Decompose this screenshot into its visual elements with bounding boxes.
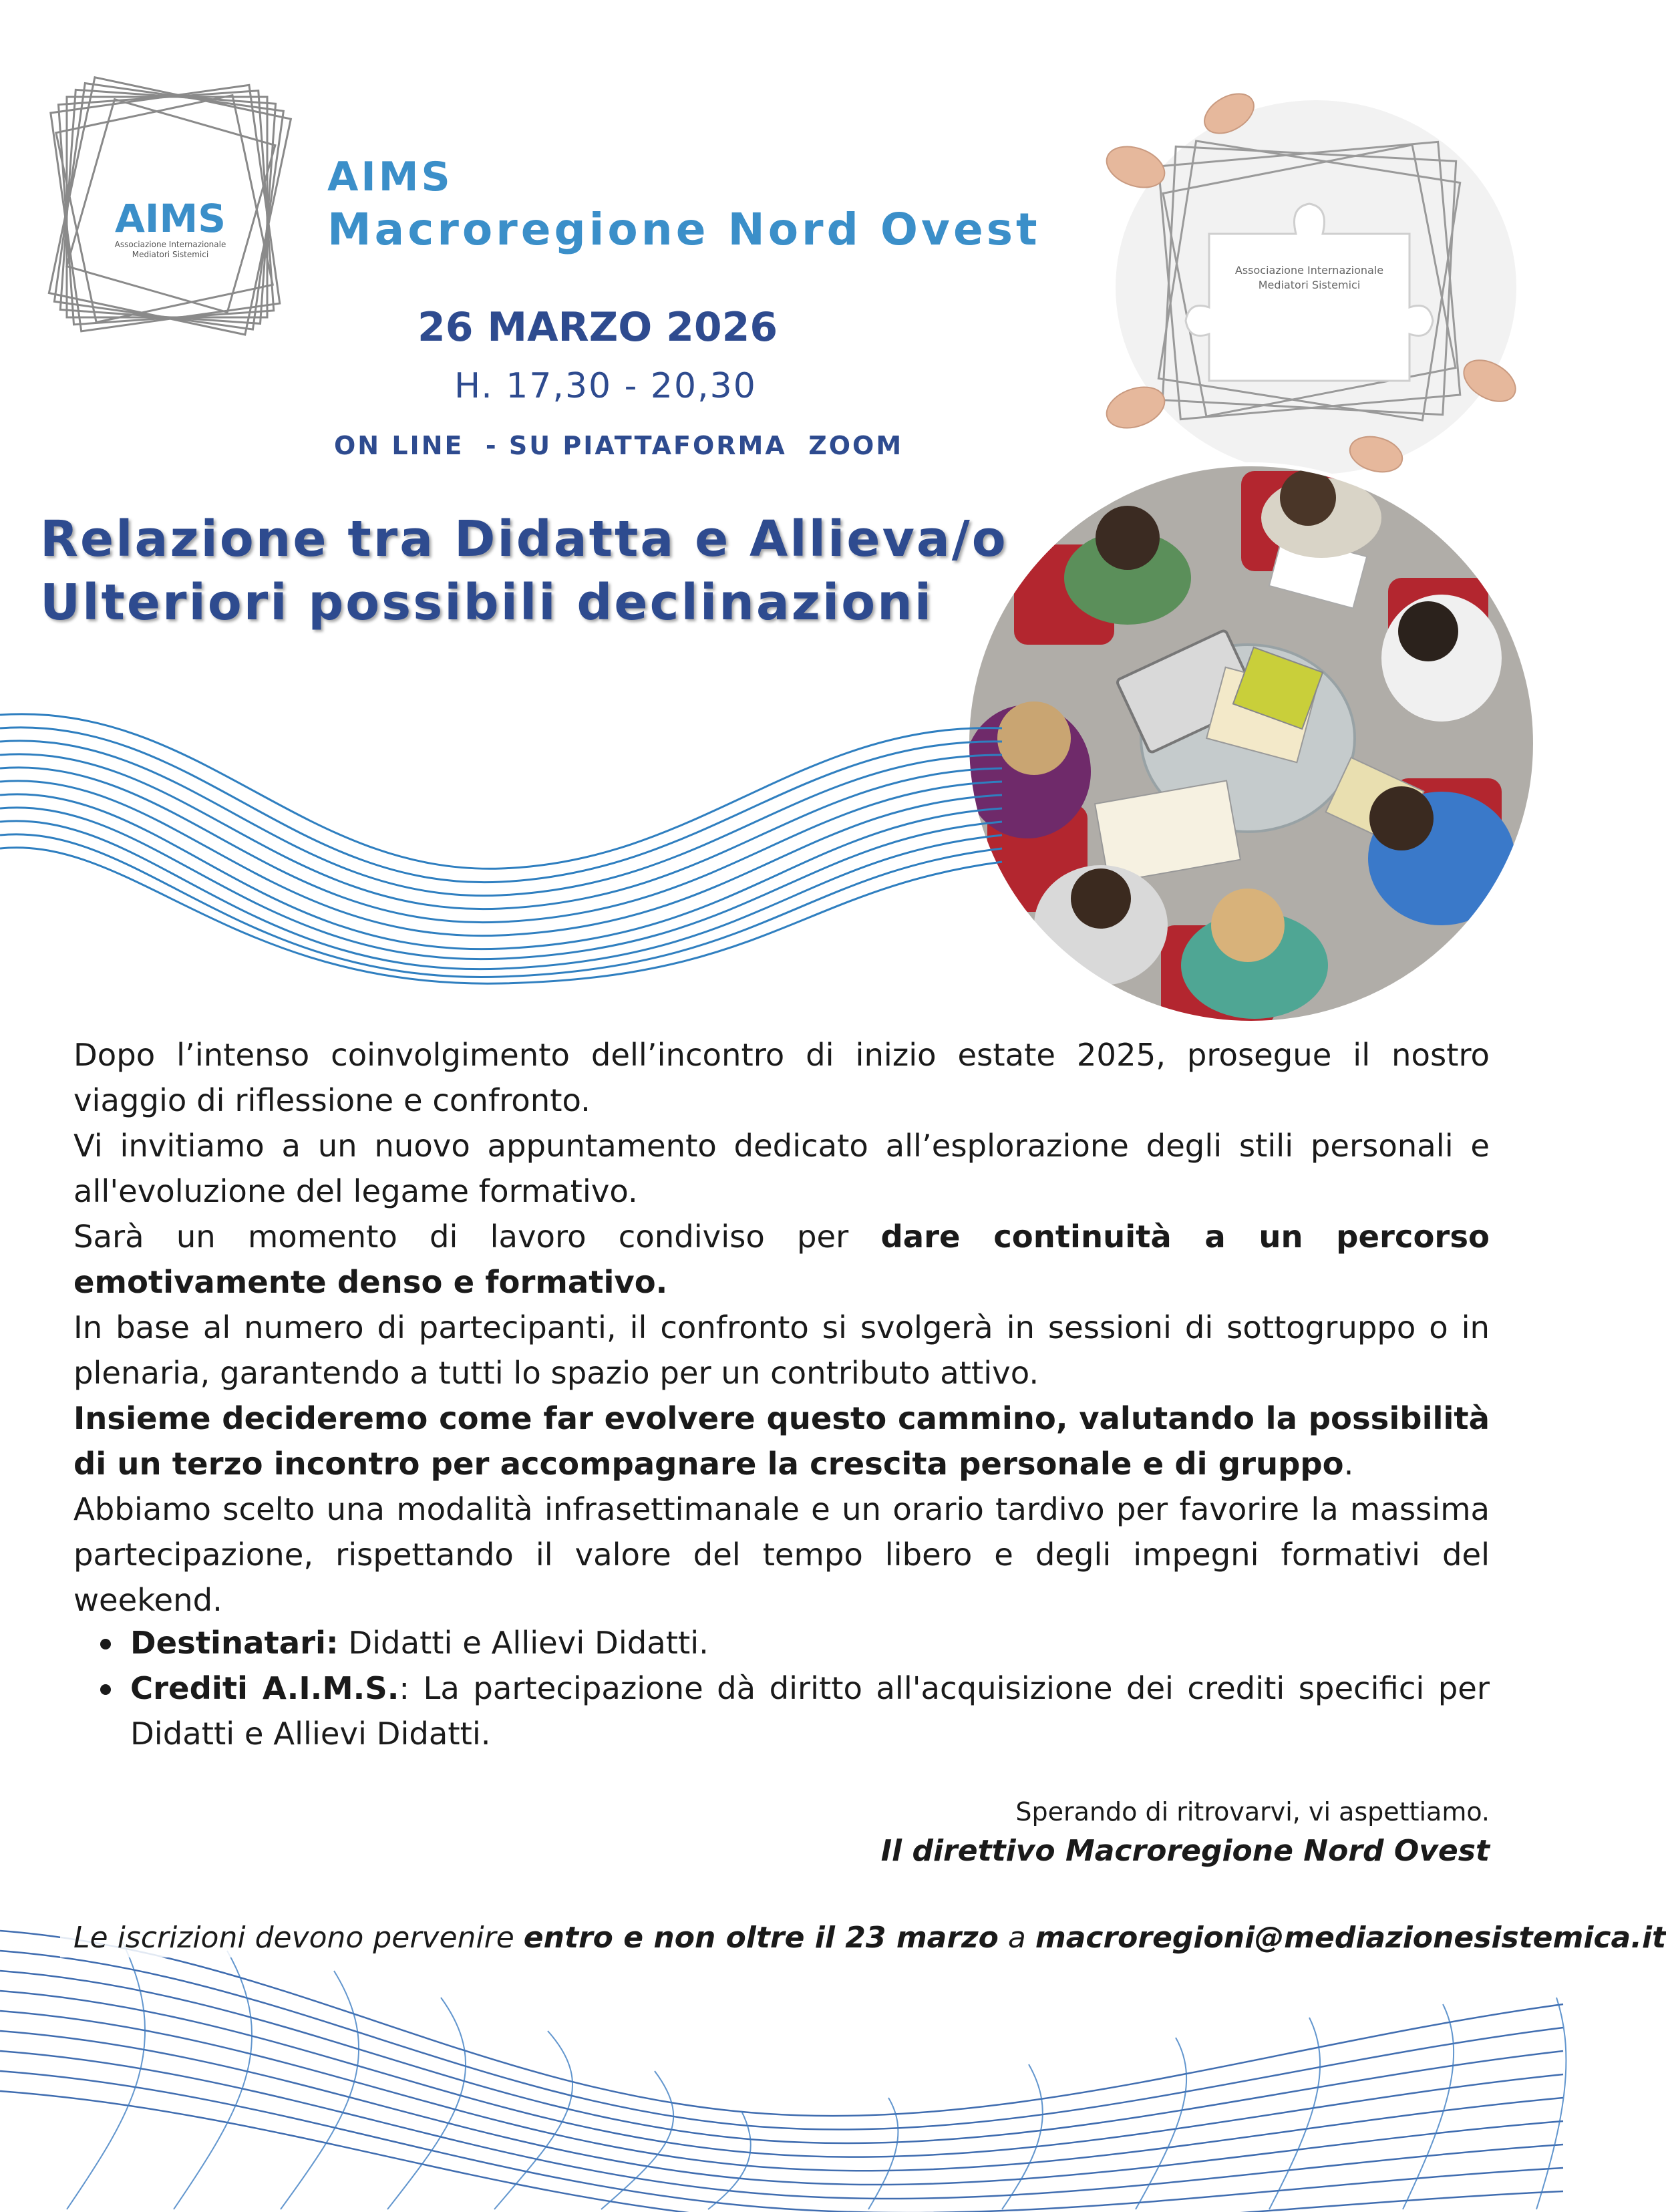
waves-top-lines: [0, 701, 1002, 989]
paragraph-3-emphasis: dare continuità a un percorso emotivamente denso e formativo.: [73, 1219, 1490, 1300]
logo-line-2: Mediatori Sistemici: [132, 250, 209, 259]
details-list: [100, 1620, 1490, 1756]
event-time: H. 17,30 - 20,30: [454, 366, 757, 406]
list-item-text: Didatti e Allievi Didatti.: [338, 1625, 709, 1661]
event-date: 26 MARZO 2026: [418, 304, 778, 351]
registration-email[interactable]: macroregioni@mediazionesistemica.it: [1035, 1921, 1666, 1955]
registration-text: Le iscrizioni devono pervenire: [73, 1921, 524, 1955]
paragraph-4: In base al numero di partecipanti, il confronto si svolgerà in sessioni di sottogruppo o in plenaria, garantendo a tutti lo spazio per un contributo attivo.: [73, 1309, 1490, 1391]
registration-deadline: entro e non oltre il 23 marzo: [523, 1921, 999, 1955]
decorative-waves-bottom: [0, 1911, 1563, 2209]
paragraph-6: Abbiamo scelto una modalità infrasettimanale e un orario tardivo per favorire la massima partecipazione, rispettando il valore del tempo libero e degli impegni formativi del weekend.: [73, 1491, 1490, 1618]
registration-connector: a: [998, 1921, 1035, 1955]
signature: Il direttivo Macroregione Nord Ovest: [880, 1834, 1490, 1868]
paragraph-5-end: .: [1343, 1446, 1354, 1482]
title-line-2: Ulteriori possibili declinazioni: [40, 574, 934, 631]
paragraph-3-text: Sarà un momento di lavoro condiviso per: [73, 1219, 881, 1255]
paragraph-5-emphasis: Insieme decideremo come far evolvere questo cammino, valutando la possibilità di un terzo incontro per accompagnare la crescita personale e di gruppo: [73, 1400, 1490, 1482]
list-item-label: Crediti A.I.M.S.: [130, 1670, 399, 1706]
event-title: [40, 508, 1008, 635]
closing-greeting: Sperando di ritrovarvi, vi aspettiamo.: [1015, 1797, 1490, 1827]
puzzle-logo-line-2: Mediatori Sistemici: [1258, 279, 1361, 291]
org-name: AIMS: [327, 154, 453, 200]
list-item-label: Destinatari:: [130, 1625, 339, 1661]
waves-bottom-mesh: [0, 1911, 1563, 2209]
paragraph-2: Vi invitiamo a un nuovo appuntamento dedicato all’esplorazione degli stili personali e all'evoluzione del legame formativo.: [73, 1128, 1490, 1209]
paragraph-1: Dopo l’intenso coinvolgimento dell’incontro di inizio estate 2025, prosegue il nostro viaggio di riflessione e confronto.: [73, 1037, 1490, 1118]
puzzle-hands-image: [1096, 94, 1523, 481]
puzzle-illustration: [1096, 94, 1523, 481]
aims-logo: [27, 57, 321, 384]
title-line-1: Relazione tra Didatta e Allieva/o: [40, 510, 1008, 568]
org-region: Macroregione Nord Ovest: [327, 204, 1041, 255]
students-photo-illustration: [961, 458, 1542, 1029]
puzzle-logo-line-1: Associazione Internazionale: [1234, 264, 1384, 277]
logo-line-1: Associazione Internazionale: [114, 240, 226, 249]
paragraph-3: [73, 1214, 1490, 1305]
list-item: [100, 1620, 1490, 1666]
list-item: [100, 1666, 1490, 1756]
students-photo: [961, 458, 1542, 1029]
paragraph-5: [73, 1396, 1490, 1486]
logo-acronym: AIMS: [115, 196, 226, 241]
registration-note: [73, 1921, 1666, 1955]
event-mode: ON LINE - SU PIATTAFORMA ZOOM: [334, 431, 904, 460]
list-item-text: : La partecipazione dà diritto all'acquisizione dei crediti specifici per Didatti e Allievi Didatti.: [130, 1670, 1490, 1752]
aims-logo-frames: [27, 57, 321, 384]
event-description: [73, 1032, 1490, 1623]
decorative-waves-top: [0, 701, 1002, 989]
